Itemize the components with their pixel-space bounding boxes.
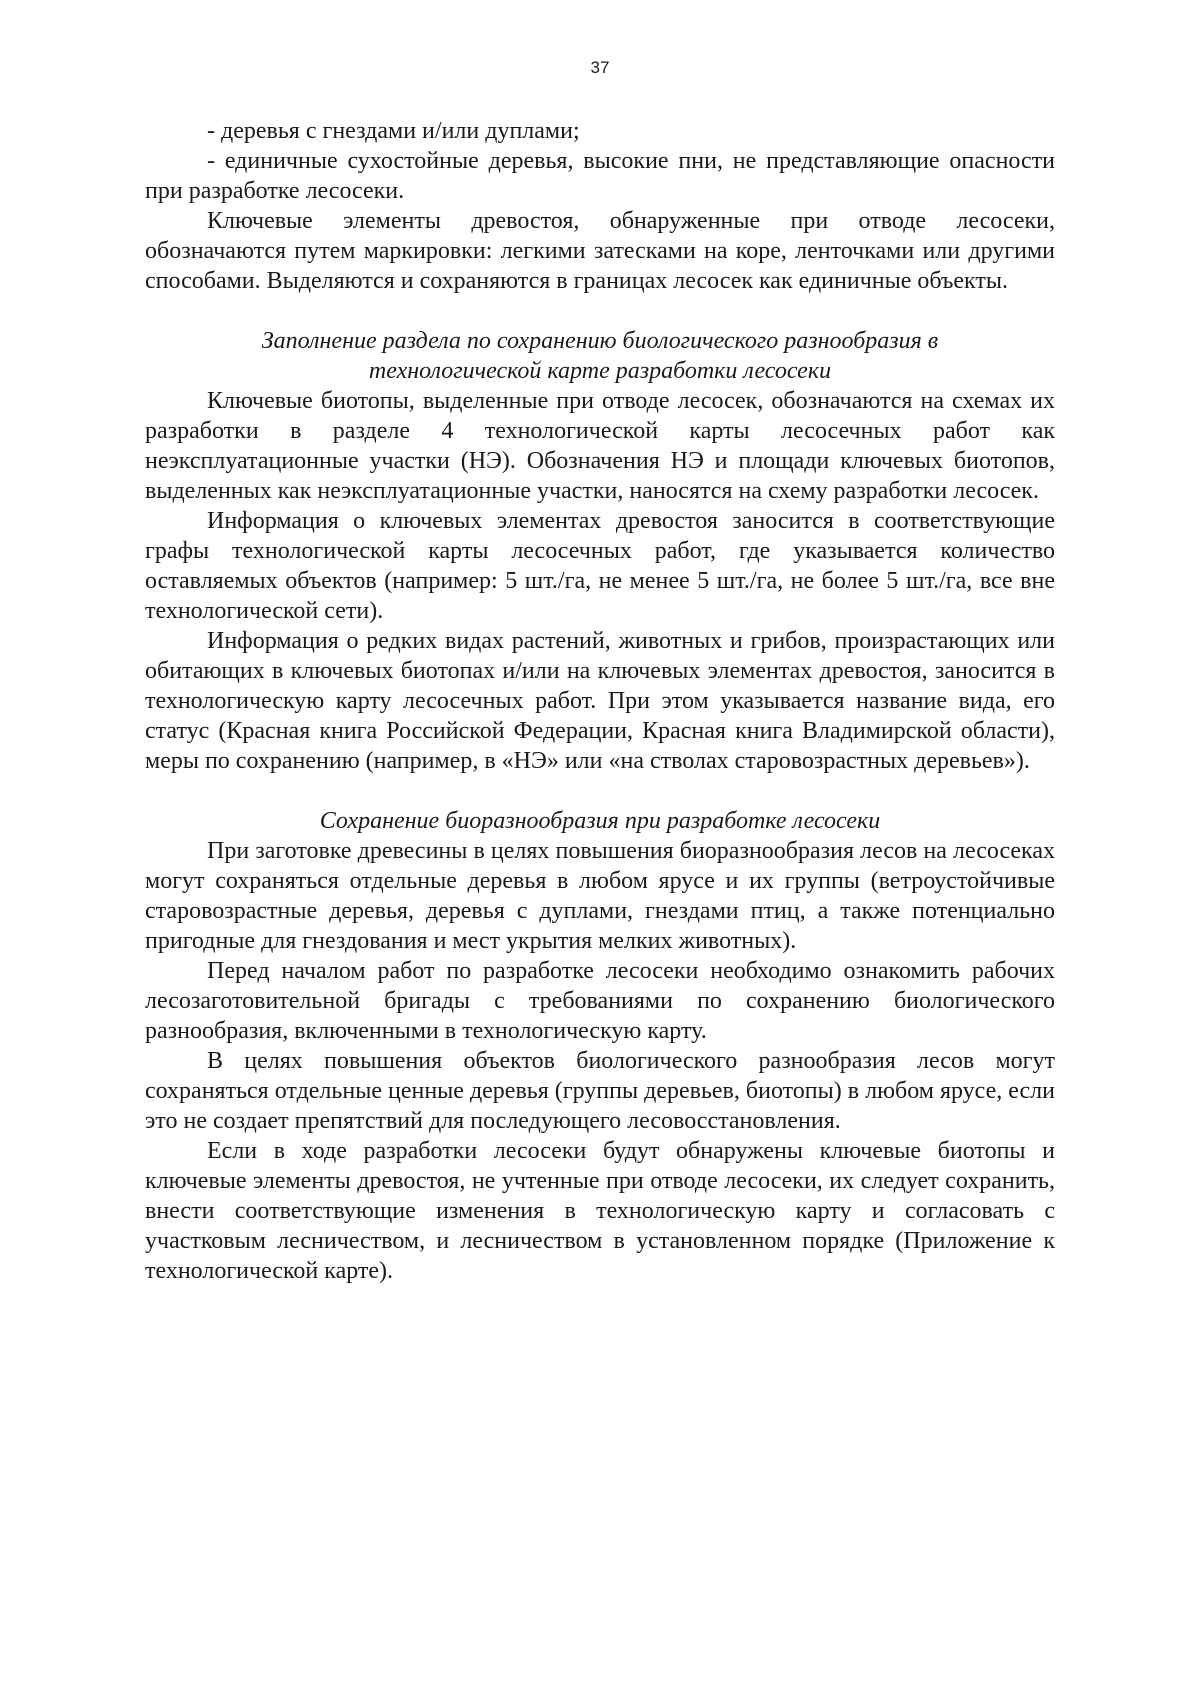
paragraph-key-elements-info: Информация о ключевых элементах древостоя заносится в соответствующие графы технологической карты лесосечных работ, где указывается количество оставляемых объектов (например: 5 шт./га, не менее 5 шт./га, не более 5 шт./га, все вне технологической сети). bbox=[145, 508, 1055, 624]
paragraph-key-biotopes: Ключевые биотопы, выделенные при отводе лесосек, обозначаются на схемах их разработки в разделе 4 технологической карты лесосечных работ как неэксплуатационные участки (НЭ). Обозначения НЭ и площади ключевых биотопов, выделенных как неэксплуатационные участки, наносятся на схему разработки лесосек. bbox=[145, 388, 1055, 504]
page-number: 37 bbox=[590, 58, 610, 77]
paragraph-rare-species-info: Информация о редких видах растений, животных и грибов, произрастающих или обитающих в ключевых биотопах и/или на ключевых элементах древостоя, заносится в технологическую карту лесосечных работ. При этом указывается название вида, его статус (Красная книга Российской Федерации, Красная книга Владимирской области), меры по сохранению (например, в «НЭ» или «на стволах старовозрастных деревьев»). bbox=[145, 628, 1055, 774]
list-item-single-dead-trees: - единичные сухостойные деревья, высокие пни, не представляющие опасности при разработке лесосеки. bbox=[145, 148, 1055, 204]
section-heading-filling-section: Заполнение раздела по сохранению биологического разнообразия в технологической карте разработки лесосеки bbox=[261, 328, 939, 384]
paragraph-discovered-biotopes: Если в ходе разработки лесосеки будут обнаружены ключевые биотопы и ключевые элементы древостоя, не учтенные при отводе лесосеки, их следует сохранить, внести соответствующие изменения в технологическую карту и согласовать с участковым лесничеством, и лесничеством в установленном порядке (Приложение к технологической карте). bbox=[145, 1138, 1055, 1284]
paragraph-timber-harvesting: При заготовке древесины в целях повышения биоразнообразия лесов на лесосеках могут сохраняться отдельные деревья в любом ярусе и их группы (ветроустойчивые старовозрастные деревья, деревья с дуплами, гнездами птиц, а также потенциально пригодные для гнездования и мест укрытия мелких животных). bbox=[145, 838, 1055, 954]
section-heading-biodiversity-preservation: Сохранение биоразнообразия при разработке лесосеки bbox=[319, 808, 881, 834]
paragraph-valuable-trees: В целях повышения объектов биологического разнообразия лесов могут сохраняться отдельные ценные деревья (группы деревьев, биотопы) в любом ярусе, если это не создает препятствий для последующего лесовосстановления. bbox=[145, 1048, 1055, 1134]
paragraph-crew-briefing: Перед началом работ по разработке лесосеки необходимо ознакомить рабочих лесозаготовительной бригады с требованиями по сохранению биологического разнообразия, включенными в технологическую карту. bbox=[145, 958, 1055, 1044]
document-body bbox=[145, 116, 1055, 1286]
list-item-trees-with-nests: - деревья с гнездами и/или дуплами; bbox=[207, 118, 580, 144]
paragraph-key-elements-marking: Ключевые элементы древостоя, обнаруженные при отводе лесосеки, обозначаются путем маркировки: легкими затесками на коре, ленточками или другими способами. Выделяются и сохраняются в границах лесосек как единичные объекты. bbox=[145, 208, 1055, 294]
